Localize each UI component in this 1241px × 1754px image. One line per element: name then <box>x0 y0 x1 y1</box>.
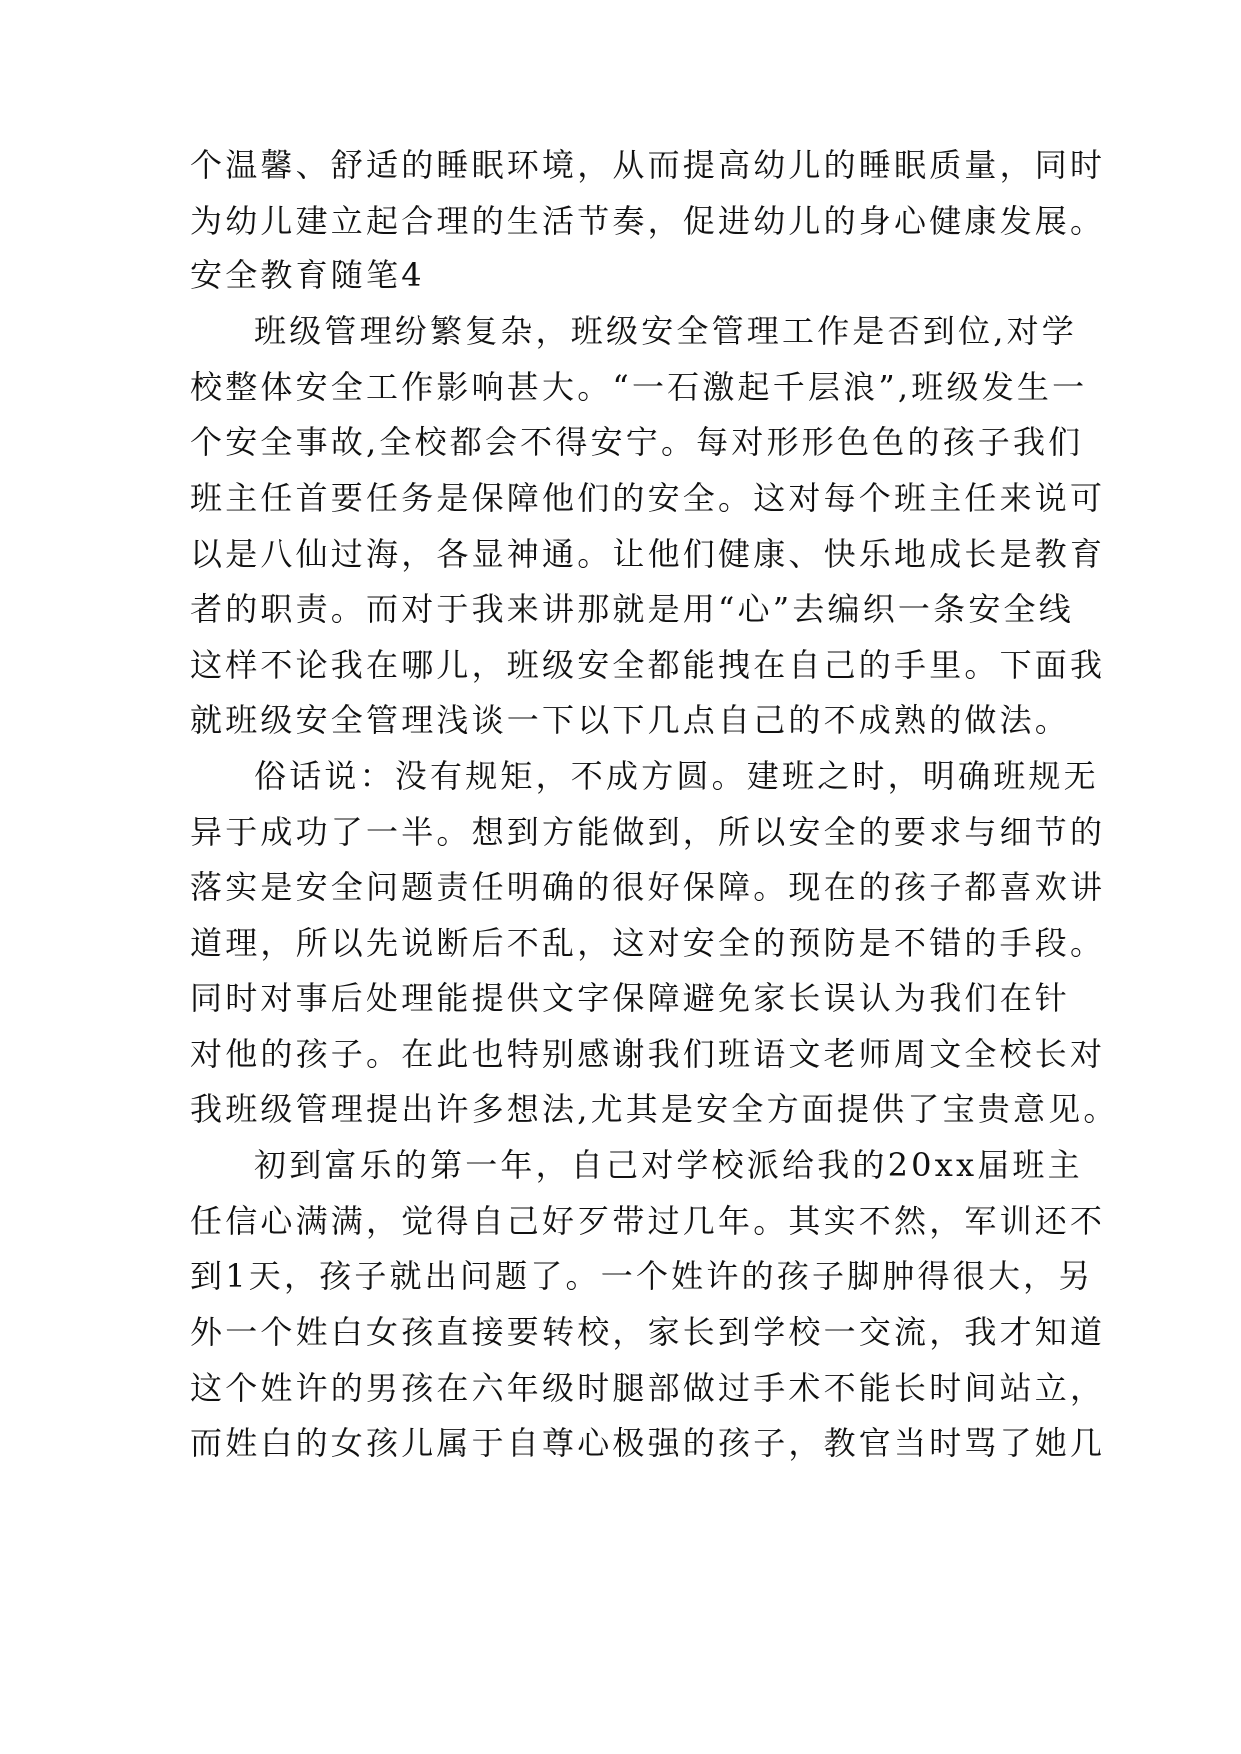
text-line: 者的职责。而对于我来讲那就是用“心”去编织一条安全线 <box>190 590 1074 628</box>
text-line: 班主任首要任务是保障他们的安全。这对每个班主任来说可 <box>190 479 1106 517</box>
text-line: 道理，所以先说断后不乱，这对安全的预防是不错的手段。 <box>190 924 1106 962</box>
text-line: 个温馨、舒适的睡眠环境，从而提高幼儿的睡眠质量，同时 <box>190 146 1106 184</box>
text-line: 对他的孩子。在此也特别感谢我们班语文老师周文全校长对 <box>190 1035 1106 1073</box>
text-line: 而姓白的女孩儿属于自尊心极强的孩子，教官当时骂了她几 <box>190 1424 1106 1462</box>
text-line: 到1天，孩子就出问题了。一个姓许的孩子脚肿得很大，另 <box>190 1257 1094 1295</box>
text-line: 异于成功了一半。想到方能做到，所以安全的要求与细节的 <box>190 813 1106 851</box>
text-line: 外一个姓白女孩直接要转校，家长到学校一交流，我才知道 <box>190 1313 1106 1351</box>
paragraph-first-line: 初到富乐的第一年，自己对学校派给我的20xx届班主 <box>254 1146 1083 1184</box>
text-line: 这样不论我在哪儿，班级安全都能拽在自己的手里。下面我 <box>190 646 1106 684</box>
text-line: 这个姓许的男孩在六年级时腿部做过手术不能长时间站立， <box>190 1369 1106 1407</box>
text-line: 我班级管理提出许多想法,尤其是安全方面提供了宝贵意见。 <box>190 1090 1119 1128</box>
text-line: 任信心满满，觉得自己好歹带过几年。其实不然，军训还不 <box>190 1202 1106 1240</box>
paragraph-first-line: 俗话说：没有规矩，不成方圆。建班之时，明确班规无 <box>254 757 1099 795</box>
text-line: 以是八仙过海，各显神通。让他们健康、快乐地成长是教育 <box>190 535 1106 573</box>
text-line: 就班级安全管理浅谈一下以下几点自己的不成熟的做法。 <box>190 701 1071 739</box>
section-heading: 安全教育随笔4 <box>190 256 425 294</box>
text-line: 校整体安全工作影响甚大。“一石激起千层浪”,班级发生一 <box>190 368 1088 406</box>
text-line: 落实是安全问题责任明确的很好保障。现在的孩子都喜欢讲 <box>190 868 1106 906</box>
text-line: 为幼儿建立起合理的生活节奏，促进幼儿的身心健康发展。 <box>190 202 1106 240</box>
text-line: 同时对事后处理能提供文字保障避免家长误认为我们在针 <box>190 979 1071 1017</box>
text-line: 个安全事故,全校都会不得安宁。每对形形色色的孩子我们 <box>190 423 1084 461</box>
paragraph-first-line: 班级管理纷繁复杂，班级安全管理工作是否到位,对学 <box>254 312 1077 350</box>
